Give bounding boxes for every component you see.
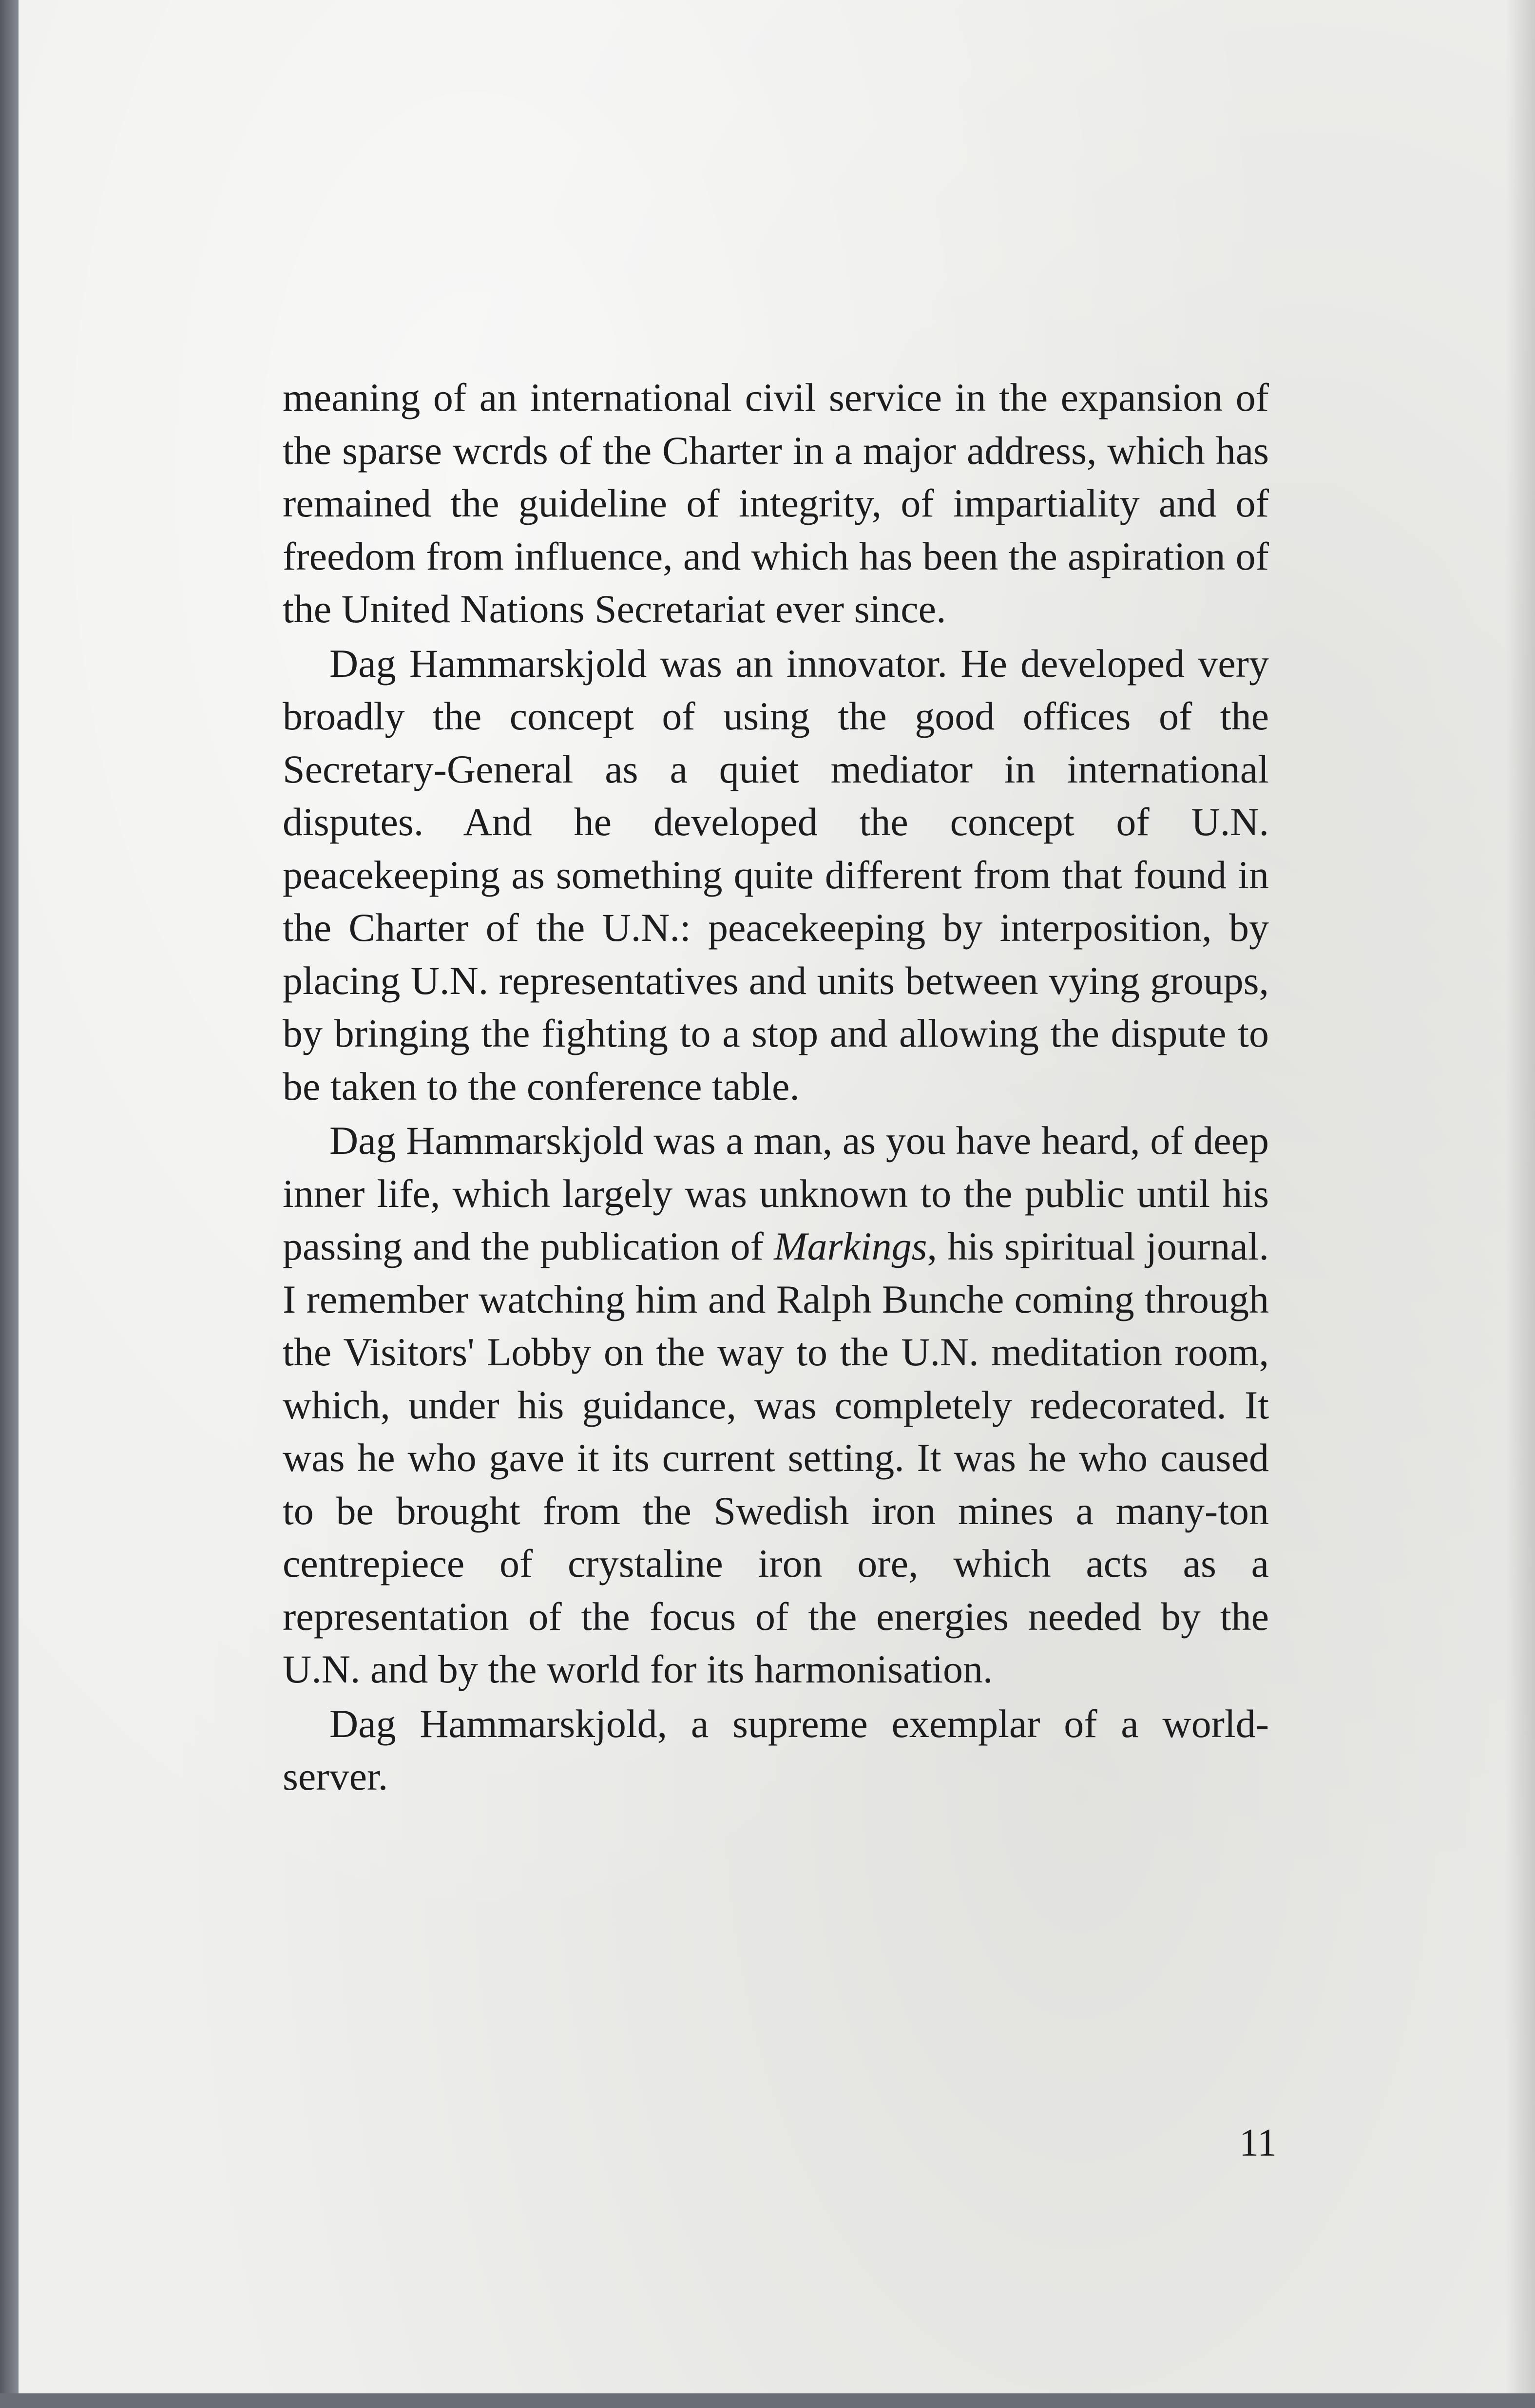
page-number: 11 [1239, 2121, 1277, 2164]
paragraph-2 [283, 637, 1269, 1113]
paragraph-3 [283, 1114, 1269, 1696]
scan-border-bottom [0, 2393, 1535, 2408]
scan-border-left [0, 0, 19, 2408]
body-text [283, 371, 1269, 1803]
paragraph-3-text-end: , his spiritual journal. I remember watching him and Ralph Bunche coming through the Visitors' Lobby on the way to the U.N. meditation room, which, under his guidance, was completely redecorated. It was he who gave it its current setting. It was he who caused to be brought from the Swedish iron mines a many-ton centrepiece of crystaline iron ore, which acts as a representation of the focus of the energies needed by the U.N. and by the world for its harmonisation. [283, 1224, 1269, 1691]
paragraph-2-text: Dag Hammarskjold was an innovator. He developed very broadly the concept of using the good offices of the Secretary-General as a quiet mediator in international disputes. And he developed the concept of U.N. peacekeeping as something quite different from that found in the Charter of the U.N.: peacekeeping by interposition, by placing U.N. representatives and units between vying groups, by bringing the fighting to a stop and allowing the dispute to be taken to the conference table. [283, 641, 1269, 1108]
paragraph-3-text-start: Dag Hammarskjold was a man, as you have heard, of deep inner life, which largely was unknown to the public until his passing and the publication of [283, 1118, 1269, 1268]
page-edge-shadow [1506, 0, 1535, 2393]
paragraph-1-text: meaning of an international civil service in the expansion of the sparse wcrds of the Charter in a major address, which has remained the guideline of integrity, of impartiality and of freedom from influence, and which has been the aspiration of the United Nations Secretariat ever since. [283, 375, 1269, 631]
paragraph-1 [283, 371, 1269, 636]
paragraph-4 [283, 1698, 1269, 1803]
book-title-markings: Markings [774, 1224, 927, 1268]
paragraph-4-text: Dag Hammarskjold, a supreme exemplar of a world-server. [283, 1701, 1269, 1798]
